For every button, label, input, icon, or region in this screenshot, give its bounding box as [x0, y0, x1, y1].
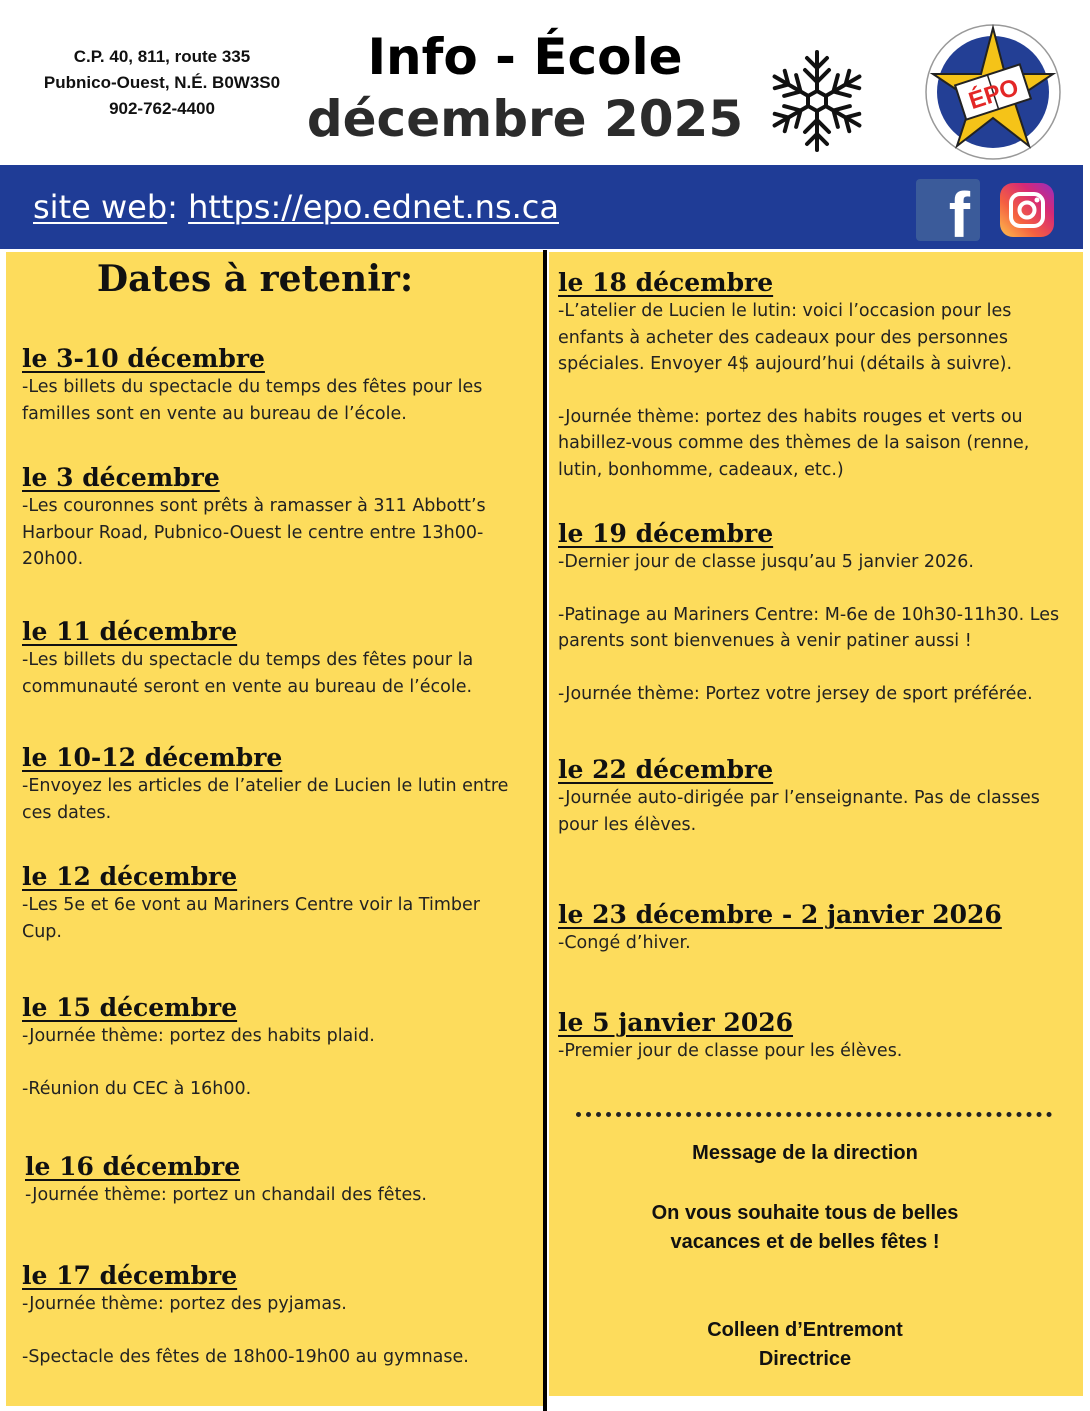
snowflake-icon — [762, 46, 872, 156]
website-label: site web — [33, 188, 168, 226]
event-text: -Congé d’hiver. — [558, 933, 691, 953]
website-link[interactable]: https://epo.ednet.ns.ca — [188, 188, 559, 226]
signature-name: Colleen d’Entremont — [707, 1319, 903, 1341]
event-date: le 18 décembre — [558, 268, 774, 297]
facebook-icon[interactable] — [916, 179, 980, 251]
instagram-icon[interactable] — [1000, 183, 1054, 237]
event-text: -Journée auto-dirigée par l’enseignante. Pas de classes pour les élèves. — [558, 788, 1040, 835]
event-text: -Les 5e et 6e vont au Mariners Centre voir la Timber Cup. — [22, 895, 480, 942]
event-date: le 19 décembre — [558, 519, 774, 548]
event-date: le 12 décembre — [22, 862, 238, 891]
logo-text: ÉPO — [965, 73, 1023, 116]
event-dec-11 — [22, 617, 522, 700]
school-address — [12, 44, 312, 122]
event-dec-10-12 — [22, 743, 522, 826]
event-date: le 23 décembre - 2 janvier 2026 — [558, 900, 1002, 929]
event-jan-5 — [558, 1008, 1068, 1065]
website-line — [33, 187, 559, 227]
event-date: le 11 décembre — [22, 617, 238, 646]
event-dec-16 — [25, 1152, 525, 1209]
event-date: le 5 janvier 2026 — [558, 1008, 794, 1037]
event-dec-18 — [558, 268, 1068, 483]
event-dec-12 — [22, 862, 522, 945]
event-text: -Journée thème: portez un chandail des fêtes. — [25, 1185, 427, 1205]
event-date: le 15 décembre — [22, 993, 238, 1022]
website-separator: : — [167, 188, 189, 226]
dates-heading: Dates à retenir: — [96, 258, 414, 300]
event-text: -Premier jour de classe pour les élèves. — [558, 1041, 903, 1061]
event-date: le 16 décembre — [25, 1152, 241, 1181]
event-dec-3-10 — [22, 344, 522, 427]
event-dec-23-jan-2 — [558, 900, 1068, 957]
event-dec-15 — [22, 993, 522, 1102]
event-date: le 22 décembre — [558, 755, 774, 784]
message-body-line-2: vacances et de belles fêtes ! — [670, 1231, 940, 1253]
address-line-1: C.P. 40, 811, route 335 — [73, 47, 251, 66]
title-line-2: décembre 2025 — [306, 90, 744, 148]
event-dec-19 — [558, 519, 1068, 707]
event-text: -Patinage au Mariners Centre: M-6e de 10h30-11h30. Les parents sont bienvenues à venir patiner aussi ! — [558, 604, 1060, 651]
event-text: -Journée thème: portez des habits plaid. — [22, 1026, 375, 1046]
event-date: le 3 décembre — [22, 463, 220, 492]
event-text: -Journée thème: portez des habits rouges et verts ou habillez-vous comme des thèmes de la saison (renne, lutin, bonhomme, cadeaux, etc.) — [558, 406, 1030, 480]
newsletter-title — [300, 26, 750, 150]
message-body-line-1: On vous souhaite tous de belles — [651, 1202, 959, 1224]
phone-number: 902-762-4400 — [109, 99, 215, 118]
event-text: -Spectacle des fêtes de 18h00-19h00 au gymnase. — [22, 1346, 469, 1367]
title-line-1: Info - École — [367, 28, 683, 86]
event-text: -Les couronnes sont prêts à ramasser à 311 Abbott’s Harbour Road, Pubnico-Ouest le centre entre 13h00-20h00. — [22, 496, 486, 569]
website-bar — [0, 165, 1083, 249]
message-title: Message de la direction — [692, 1142, 918, 1164]
event-dec-17 — [22, 1261, 522, 1370]
column-divider — [543, 250, 547, 1411]
event-dec-3 — [22, 463, 522, 573]
event-text: -L’atelier de Lucien le lutin: voici l’occasion pour les enfants à acheter des cadeaux pour des personnes spéciales. Envoyer 4$ aujourd’hui (détails à suivre). — [558, 301, 1013, 374]
school-logo — [923, 22, 1063, 162]
facebook-glyph: f — [948, 179, 970, 251]
event-text: -Envoyez les articles de l’atelier de Lucien le lutin entre ces dates. — [22, 776, 509, 823]
event-date: le 17 décembre — [22, 1261, 238, 1290]
event-date: le 3-10 décembre — [22, 344, 265, 373]
event-text: -Dernier jour de classe jusqu’au 5 janvier 2026. — [558, 552, 974, 572]
event-dec-22 — [558, 755, 1068, 838]
signature-role: Directrice — [758, 1348, 852, 1370]
event-date: le 10-12 décembre — [22, 743, 283, 772]
event-text: -Journée thème: Portez votre jersey de sport préférée. — [558, 683, 1033, 704]
event-text: -Les billets du spectacle du temps des fêtes pour la communauté seront en vente au bureau de l’école. — [22, 650, 474, 697]
dotted-separator — [576, 1092, 1052, 1117]
address-line-2: Pubnico-Ouest, N.É. B0W3S0 — [43, 73, 281, 92]
event-text: -Journée thème: portez des pyjamas. — [22, 1294, 347, 1314]
event-text: -Réunion du CEC à 16h00. — [22, 1078, 252, 1099]
event-text: -Les billets du spectacle du temps des fêtes pour les familles sont en vente au bureau de l’école. — [22, 377, 483, 424]
